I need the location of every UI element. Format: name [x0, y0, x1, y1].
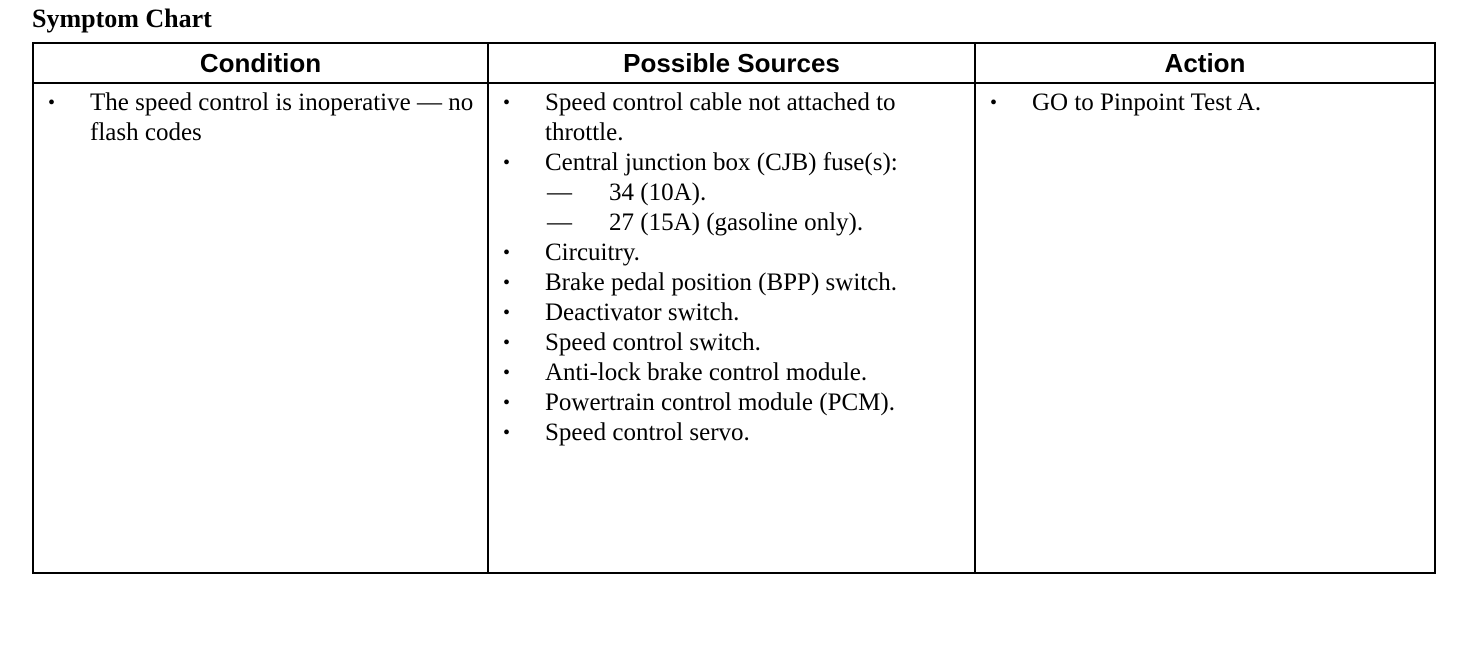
action-cell — [975, 83, 1435, 573]
source-text: Anti-lock brake control module. — [545, 359, 868, 386]
source-item — [503, 148, 964, 238]
action-item: • GO to Pinpoint Test A. — [990, 88, 1424, 118]
action-header: Action — [975, 43, 1435, 83]
source-text: Circuitry. — [545, 239, 640, 266]
page-title: Symptom Chart — [32, 4, 212, 33]
source-item — [503, 298, 964, 328]
source-text: Powertrain control module (PCM). — [545, 389, 895, 416]
source-text: Speed control cable not attached to throttle. — [545, 89, 896, 146]
source-text: Deactivator switch. — [545, 299, 740, 326]
condition-item: • The speed control is inoperative — no flash codes — [48, 88, 477, 148]
possible-sources-cell — [488, 83, 975, 573]
source-item — [503, 358, 964, 388]
source-text: Speed control servo. — [545, 419, 750, 446]
source-item — [503, 328, 964, 358]
condition-header: Condition — [33, 43, 488, 83]
fuse-subitem: — 34 (10A). — [545, 178, 964, 208]
condition-cell — [33, 83, 488, 573]
source-text: Speed control switch. — [545, 329, 761, 356]
possible-sources-header: Possible Sources — [488, 43, 975, 83]
source-text: Brake pedal position (BPP) switch. — [545, 269, 898, 296]
source-item — [503, 88, 964, 148]
fuse-subitem: — 27 (15A) (gasoline only). — [545, 208, 964, 238]
source-item — [503, 238, 964, 268]
source-item — [503, 418, 964, 448]
source-item — [503, 388, 964, 418]
header-row — [33, 43, 1435, 83]
source-item — [503, 268, 964, 298]
symptom-chart-table — [32, 42, 1436, 574]
table-row — [33, 83, 1435, 573]
source-text: Central junction box (CJB) fuse(s): — [545, 149, 898, 176]
